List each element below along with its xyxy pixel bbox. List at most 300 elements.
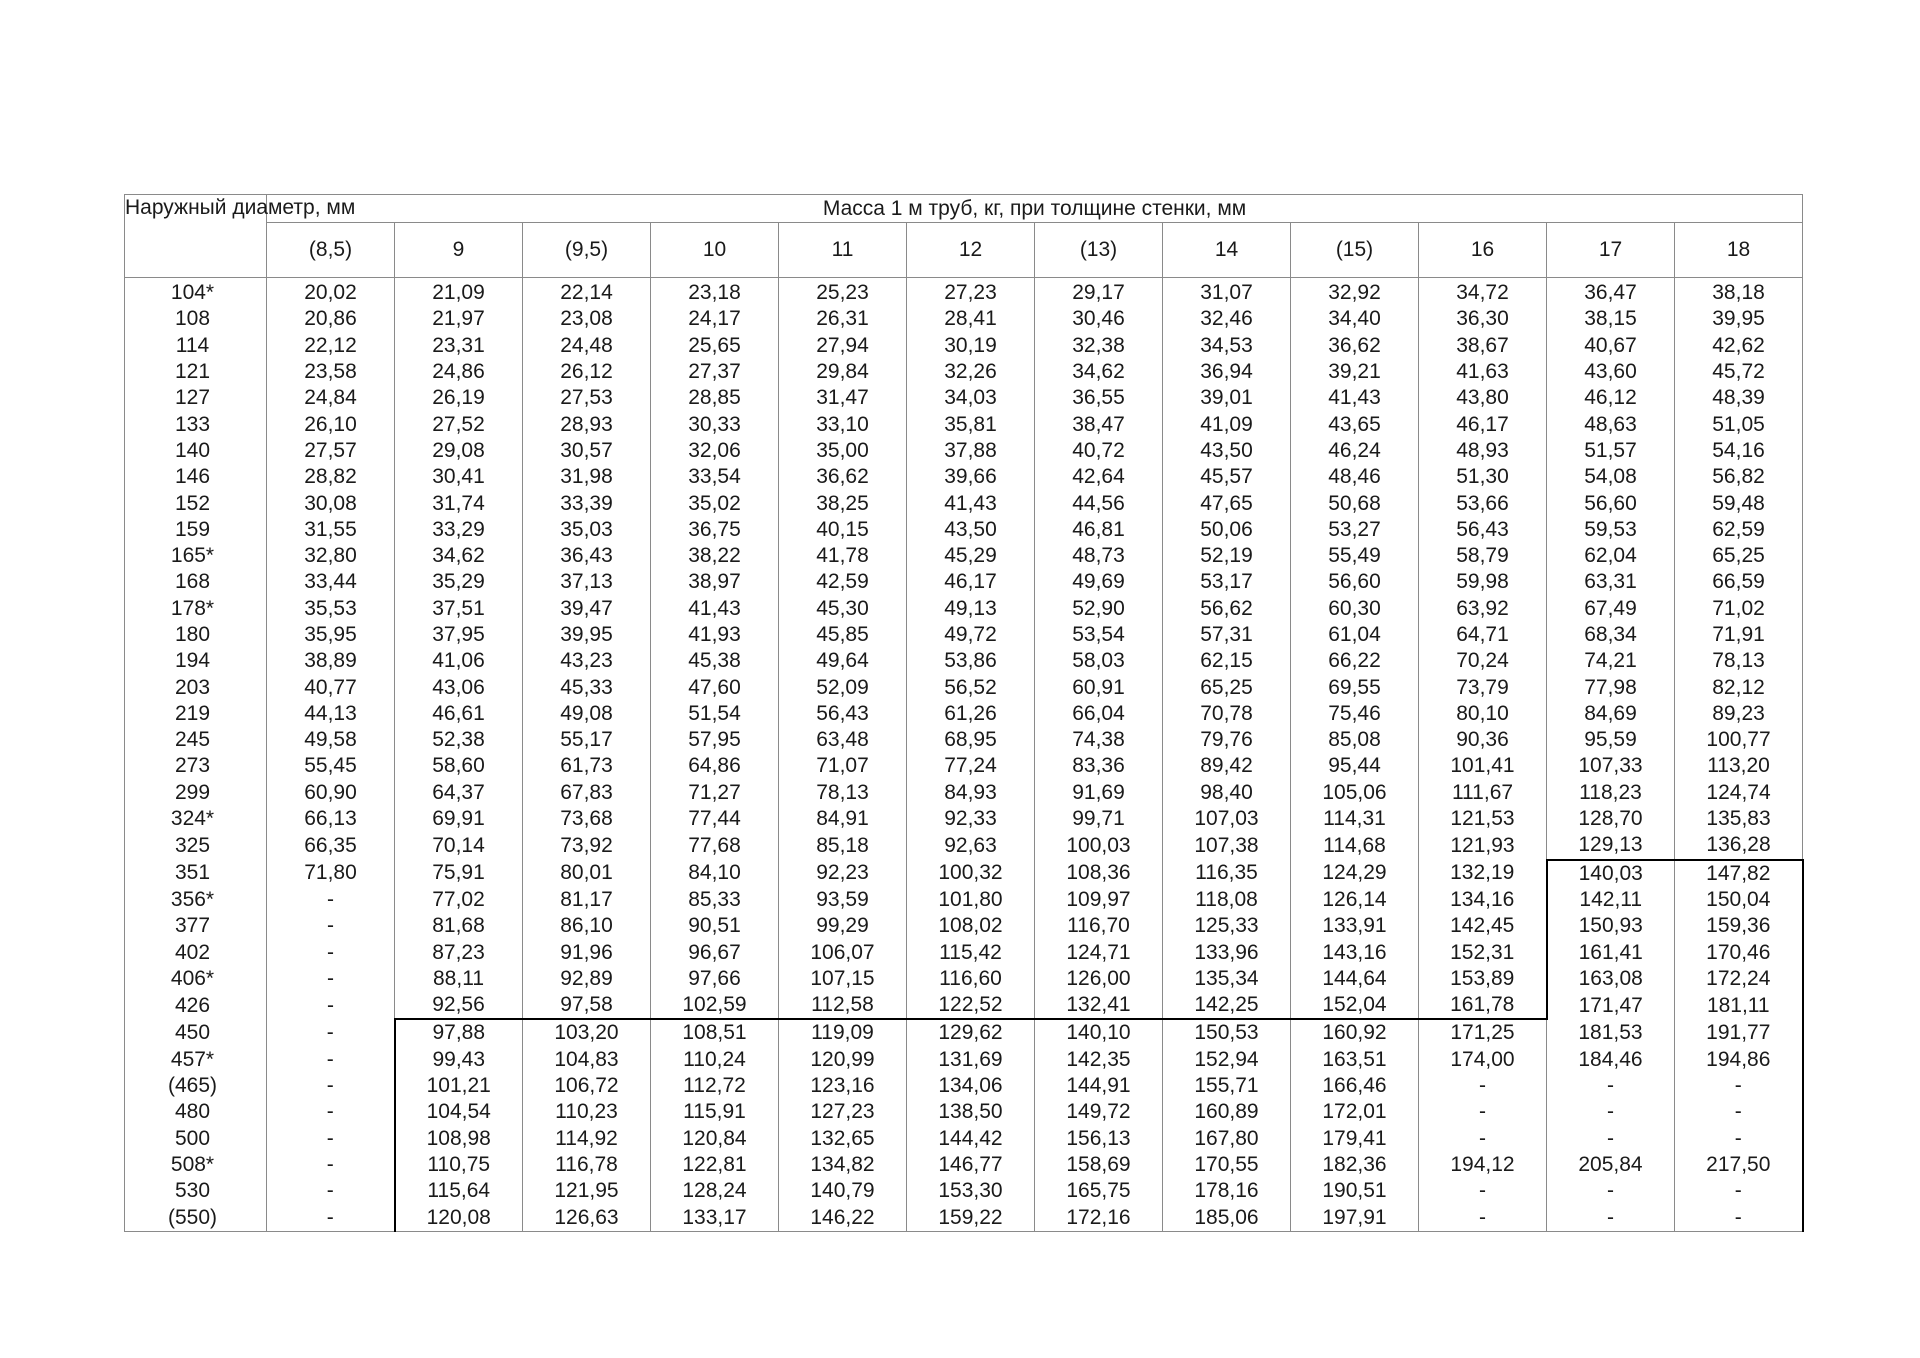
mass-cell: 110,24	[651, 1047, 779, 1073]
mass-cell: 108,51	[651, 1019, 779, 1046]
mass-cell: 71,91	[1675, 622, 1803, 648]
mass-cell: 62,15	[1163, 648, 1291, 674]
mass-cell: 110,75	[395, 1152, 523, 1178]
table-row	[125, 1204, 1803, 1231]
table-row	[125, 913, 1803, 939]
mass-cell: 39,01	[1163, 385, 1291, 411]
mass-cell: 77,24	[907, 753, 1035, 779]
diameter-cell: 133	[125, 411, 267, 437]
mass-cell: -	[1547, 1126, 1675, 1152]
mass-cell: 37,88	[907, 438, 1035, 464]
mass-cell: 172,16	[1035, 1204, 1163, 1231]
mass-cell: 167,80	[1163, 1126, 1291, 1152]
mass-cell: 22,12	[267, 333, 395, 359]
mass-cell: 107,38	[1163, 832, 1291, 859]
mass-cell: 25,65	[651, 333, 779, 359]
mass-cell: 53,17	[1163, 569, 1291, 595]
mass-cell: 135,83	[1675, 806, 1803, 832]
mass-cell: 116,78	[523, 1152, 651, 1178]
mass-cell: 66,59	[1675, 569, 1803, 595]
mass-cell: -	[1419, 1126, 1547, 1152]
mass-cell: 118,08	[1163, 887, 1291, 913]
mass-cell: 92,23	[779, 860, 907, 887]
mass-cell: 90,51	[651, 913, 779, 939]
mass-cell: 36,94	[1163, 359, 1291, 385]
mass-cell: 32,38	[1035, 333, 1163, 359]
mass-cell: 42,62	[1675, 333, 1803, 359]
mass-cell: 48,46	[1291, 464, 1419, 490]
table-row	[125, 674, 1803, 700]
mass-cell: 150,53	[1163, 1019, 1291, 1046]
diameter-cell: 168	[125, 569, 267, 595]
mass-cell: 132,41	[1035, 992, 1163, 1019]
mass-cell: -	[1419, 1073, 1547, 1099]
mass-cell: 35,00	[779, 438, 907, 464]
mass-cell: 48,39	[1675, 385, 1803, 411]
mass-cell: 36,55	[1035, 385, 1163, 411]
mass-cell: 23,18	[651, 278, 779, 307]
mass-cell: 146,77	[907, 1152, 1035, 1178]
mass-cell: -	[1419, 1178, 1547, 1204]
mass-cell: 56,82	[1675, 464, 1803, 490]
mass-cell: 36,62	[779, 464, 907, 490]
diameter-cell: 351	[125, 860, 267, 887]
mass-cell: 118,23	[1547, 780, 1675, 806]
mass-cell: 197,91	[1291, 1204, 1419, 1231]
mass-cell: 161,78	[1419, 992, 1547, 1019]
mass-cell: 179,41	[1291, 1126, 1419, 1152]
diameter-cell: 273	[125, 753, 267, 779]
mass-cell: 63,31	[1547, 569, 1675, 595]
diameter-cell: 450	[125, 1019, 267, 1046]
thickness-header-cell: 18	[1675, 223, 1803, 278]
mass-cell: 56,52	[907, 674, 1035, 700]
mass-cell: 28,85	[651, 385, 779, 411]
table-row	[125, 278, 1803, 307]
mass-cell: 101,41	[1419, 753, 1547, 779]
mass-cell: 87,23	[395, 939, 523, 965]
mass-cell: 114,31	[1291, 806, 1419, 832]
mass-cell: 86,10	[523, 913, 651, 939]
mass-cell: 27,52	[395, 411, 523, 437]
mass-cell: 111,67	[1419, 780, 1547, 806]
mass-cell: 39,95	[523, 622, 651, 648]
mass-cell: 70,14	[395, 832, 523, 859]
mass-cell: 63,48	[779, 727, 907, 753]
mass-cell: 22,14	[523, 278, 651, 307]
mass-cell: 126,14	[1291, 887, 1419, 913]
mass-cell: 35,02	[651, 490, 779, 516]
mass-cell: 54,08	[1547, 464, 1675, 490]
diameter-cell: 500	[125, 1126, 267, 1152]
mass-cell: 58,60	[395, 753, 523, 779]
table-row	[125, 385, 1803, 411]
mass-cell: 120,08	[395, 1204, 523, 1231]
mass-cell: 146,22	[779, 1204, 907, 1231]
mass-cell: 34,03	[907, 385, 1035, 411]
mass-cell: 36,43	[523, 543, 651, 569]
mass-cell: 172,24	[1675, 966, 1803, 992]
table-row	[125, 622, 1803, 648]
mass-header: Масса 1 м труб, кг, при толщине стенки, мм	[267, 195, 1803, 223]
table-body	[125, 278, 1803, 1232]
thickness-header-cell: (15)	[1291, 223, 1419, 278]
mass-cell: 55,17	[523, 727, 651, 753]
mass-cell: 30,33	[651, 411, 779, 437]
mass-cell: 66,13	[267, 806, 395, 832]
diameter-cell: 508*	[125, 1152, 267, 1178]
mass-cell: 84,91	[779, 806, 907, 832]
mass-cell: 160,92	[1291, 1019, 1419, 1046]
thickness-header-cell: (13)	[1035, 223, 1163, 278]
mass-cell: 27,53	[523, 385, 651, 411]
mass-cell: 46,81	[1035, 517, 1163, 543]
mass-cell: 115,91	[651, 1099, 779, 1125]
mass-cell: 39,47	[523, 596, 651, 622]
mass-cell: 47,65	[1163, 490, 1291, 516]
mass-cell: 37,51	[395, 596, 523, 622]
mass-cell: 77,68	[651, 832, 779, 859]
mass-cell: 120,99	[779, 1047, 907, 1073]
table-row	[125, 727, 1803, 753]
mass-cell: 30,57	[523, 438, 651, 464]
table-row	[125, 490, 1803, 516]
diameter-cell: 426	[125, 992, 267, 1019]
diameter-cell: 324*	[125, 806, 267, 832]
mass-cell: 163,08	[1547, 966, 1675, 992]
mass-cell: 47,60	[651, 674, 779, 700]
mass-cell: 41,43	[907, 490, 1035, 516]
mass-cell: 48,73	[1035, 543, 1163, 569]
mass-cell: 58,79	[1419, 543, 1547, 569]
mass-cell: 194,86	[1675, 1047, 1803, 1073]
mass-cell: 123,16	[779, 1073, 907, 1099]
mass-cell: 35,81	[907, 411, 1035, 437]
mass-cell: 88,11	[395, 966, 523, 992]
diameter-cell: 127	[125, 385, 267, 411]
mass-cell: 92,89	[523, 966, 651, 992]
mass-cell: 127,23	[779, 1099, 907, 1125]
table-row	[125, 780, 1803, 806]
mass-cell: 124,71	[1035, 939, 1163, 965]
table-row	[125, 648, 1803, 674]
mass-cell: -	[267, 1047, 395, 1073]
table-row	[125, 1073, 1803, 1099]
mass-cell: 51,30	[1419, 464, 1547, 490]
thickness-header-cell: 16	[1419, 223, 1547, 278]
mass-cell: 67,83	[523, 780, 651, 806]
mass-cell: -	[267, 1099, 395, 1125]
mass-cell: 49,58	[267, 727, 395, 753]
mass-cell: 44,13	[267, 701, 395, 727]
mass-cell: 132,19	[1419, 860, 1547, 887]
mass-cell: 113,20	[1675, 753, 1803, 779]
mass-cell: 34,62	[1035, 359, 1163, 385]
mass-cell: 59,48	[1675, 490, 1803, 516]
mass-cell: 77,02	[395, 887, 523, 913]
diameter-cell: 146	[125, 464, 267, 490]
mass-cell: 46,17	[907, 569, 1035, 595]
mass-cell: 41,43	[1291, 385, 1419, 411]
mass-cell: -	[267, 1152, 395, 1178]
mass-cell: 205,84	[1547, 1152, 1675, 1178]
mass-cell: 101,80	[907, 887, 1035, 913]
mass-cell: 48,93	[1419, 438, 1547, 464]
mass-cell: 60,90	[267, 780, 395, 806]
mass-cell: 45,38	[651, 648, 779, 674]
mass-cell: 27,57	[267, 438, 395, 464]
mass-cell: 38,67	[1419, 333, 1547, 359]
mass-cell: 172,01	[1291, 1099, 1419, 1125]
mass-cell: 80,10	[1419, 701, 1547, 727]
mass-cell: 56,60	[1291, 569, 1419, 595]
mass-cell: 75,46	[1291, 701, 1419, 727]
mass-cell: 26,10	[267, 411, 395, 437]
mass-cell: 45,33	[523, 674, 651, 700]
mass-cell: 89,23	[1675, 701, 1803, 727]
table-row	[125, 596, 1803, 622]
mass-cell: 144,64	[1291, 966, 1419, 992]
mass-cell: 84,10	[651, 860, 779, 887]
mass-cell: 32,80	[267, 543, 395, 569]
table-row	[125, 1047, 1803, 1073]
mass-cell: 50,06	[1163, 517, 1291, 543]
mass-cell: 136,28	[1675, 832, 1803, 859]
mass-cell: -	[267, 992, 395, 1019]
mass-cell: 70,24	[1419, 648, 1547, 674]
mass-cell: -	[1675, 1204, 1803, 1231]
mass-cell: 132,65	[779, 1126, 907, 1152]
diameter-cell: 219	[125, 701, 267, 727]
thickness-header-cell: 9	[395, 223, 523, 278]
mass-cell: 27,37	[651, 359, 779, 385]
diameter-cell: 203	[125, 674, 267, 700]
thickness-header-cell: 14	[1163, 223, 1291, 278]
table-row	[125, 753, 1803, 779]
mass-cell: 21,97	[395, 306, 523, 332]
mass-cell: 121,53	[1419, 806, 1547, 832]
mass-cell: 73,68	[523, 806, 651, 832]
mass-cell: 71,07	[779, 753, 907, 779]
mass-cell: 159,36	[1675, 913, 1803, 939]
mass-cell: 32,92	[1291, 278, 1419, 307]
mass-cell: 56,62	[1163, 596, 1291, 622]
mass-cell: 29,17	[1035, 278, 1163, 307]
mass-cell: -	[267, 1019, 395, 1046]
mass-cell: 100,77	[1675, 727, 1803, 753]
mass-cell: 31,07	[1163, 278, 1291, 307]
table-row	[125, 832, 1803, 859]
diameter-cell: 152	[125, 490, 267, 516]
mass-cell: 108,36	[1035, 860, 1163, 887]
diameter-cell: 406*	[125, 966, 267, 992]
mass-cell: -	[267, 966, 395, 992]
mass-cell: 89,42	[1163, 753, 1291, 779]
mass-cell: 122,52	[907, 992, 1035, 1019]
mass-cell: 43,06	[395, 674, 523, 700]
table-row	[125, 1178, 1803, 1204]
mass-cell: 24,48	[523, 333, 651, 359]
mass-cell: 108,02	[907, 913, 1035, 939]
mass-cell: 156,13	[1035, 1126, 1163, 1152]
mass-cell: 142,45	[1419, 913, 1547, 939]
mass-cell: 38,18	[1675, 278, 1803, 307]
mass-cell: -	[267, 913, 395, 939]
table-row	[125, 306, 1803, 332]
mass-cell: 91,69	[1035, 780, 1163, 806]
mass-cell: 217,50	[1675, 1152, 1803, 1178]
mass-cell: 29,08	[395, 438, 523, 464]
mass-cell: 59,53	[1547, 517, 1675, 543]
mass-cell: 81,68	[395, 913, 523, 939]
table-row	[125, 860, 1803, 887]
mass-cell: 28,41	[907, 306, 1035, 332]
mass-cell: 33,44	[267, 569, 395, 595]
mass-cell: 36,30	[1419, 306, 1547, 332]
mass-cell: 56,60	[1547, 490, 1675, 516]
mass-cell: 37,13	[523, 569, 651, 595]
mass-cell: 23,08	[523, 306, 651, 332]
mass-cell: 32,46	[1163, 306, 1291, 332]
mass-cell: 48,63	[1547, 411, 1675, 437]
mass-cell: 52,38	[395, 727, 523, 753]
table-row	[125, 1099, 1803, 1125]
mass-cell: 92,33	[907, 806, 1035, 832]
mass-cell: 84,69	[1547, 701, 1675, 727]
diameter-cell: 121	[125, 359, 267, 385]
mass-cell: -	[267, 887, 395, 913]
mass-cell: 181,53	[1547, 1019, 1675, 1046]
mass-cell: 100,32	[907, 860, 1035, 887]
diameter-cell: 356*	[125, 887, 267, 913]
diameter-cell: 457*	[125, 1047, 267, 1073]
mass-cell: -	[1547, 1099, 1675, 1125]
mass-cell: 78,13	[779, 780, 907, 806]
mass-cell: 100,03	[1035, 832, 1163, 859]
mass-cell: 106,07	[779, 939, 907, 965]
mass-cell: 153,89	[1419, 966, 1547, 992]
mass-cell: 93,59	[779, 887, 907, 913]
mass-cell: 116,70	[1035, 913, 1163, 939]
mass-cell: 34,62	[395, 543, 523, 569]
diameter-cell: 377	[125, 913, 267, 939]
mass-cell: 140,10	[1035, 1019, 1163, 1046]
mass-cell: 134,82	[779, 1152, 907, 1178]
mass-cell: 152,04	[1291, 992, 1419, 1019]
diameter-cell: 245	[125, 727, 267, 753]
mass-cell: 108,98	[395, 1126, 523, 1152]
mass-cell: 110,23	[523, 1099, 651, 1125]
mass-cell: 35,53	[267, 596, 395, 622]
mass-cell: 138,50	[907, 1099, 1035, 1125]
mass-cell: 61,73	[523, 753, 651, 779]
mass-cell: 29,84	[779, 359, 907, 385]
mass-cell: 80,01	[523, 860, 651, 887]
mass-cell: -	[1675, 1178, 1803, 1204]
mass-cell: 65,25	[1675, 543, 1803, 569]
mass-cell: 49,69	[1035, 569, 1163, 595]
mass-cell: 126,00	[1035, 966, 1163, 992]
mass-cell: 26,12	[523, 359, 651, 385]
mass-cell: 36,62	[1291, 333, 1419, 359]
mass-cell: 106,72	[523, 1073, 651, 1099]
mass-cell: -	[1547, 1204, 1675, 1231]
mass-cell: 40,15	[779, 517, 907, 543]
diameter-cell: 108	[125, 306, 267, 332]
mass-cell: 124,74	[1675, 780, 1803, 806]
mass-cell: 51,57	[1547, 438, 1675, 464]
mass-cell: 134,16	[1419, 887, 1547, 913]
mass-cell: -	[1675, 1099, 1803, 1125]
thickness-header-cell: (9,5)	[523, 223, 651, 278]
mass-cell: 38,89	[267, 648, 395, 674]
mass-cell: 43,60	[1547, 359, 1675, 385]
mass-cell: 50,68	[1291, 490, 1419, 516]
mass-cell: 98,40	[1163, 780, 1291, 806]
table-row	[125, 966, 1803, 992]
mass-cell: 165,75	[1035, 1178, 1163, 1204]
mass-cell: 38,25	[779, 490, 907, 516]
mass-cell: 61,04	[1291, 622, 1419, 648]
diameter-cell: 194	[125, 648, 267, 674]
mass-cell: 57,31	[1163, 622, 1291, 648]
mass-cell: 63,92	[1419, 596, 1547, 622]
mass-cell: 161,41	[1547, 939, 1675, 965]
mass-cell: 40,72	[1035, 438, 1163, 464]
mass-cell: 120,84	[651, 1126, 779, 1152]
mass-cell: 153,30	[907, 1178, 1035, 1204]
mass-cell: 21,09	[395, 278, 523, 307]
thickness-header-row	[125, 223, 1803, 278]
table-row	[125, 939, 1803, 965]
mass-cell: 41,43	[651, 596, 779, 622]
mass-cell: 171,47	[1547, 992, 1675, 1019]
mass-cell: 26,31	[779, 306, 907, 332]
mass-cell: 95,59	[1547, 727, 1675, 753]
mass-cell: -	[1419, 1099, 1547, 1125]
mass-cell: 121,93	[1419, 832, 1547, 859]
mass-cell: 28,82	[267, 464, 395, 490]
mass-cell: 77,44	[651, 806, 779, 832]
mass-cell: 119,09	[779, 1019, 907, 1046]
diameter-cell: 180	[125, 622, 267, 648]
table-row	[125, 517, 1803, 543]
mass-cell: 34,72	[1419, 278, 1547, 307]
mass-cell: 45,85	[779, 622, 907, 648]
diameter-cell: 140	[125, 438, 267, 464]
mass-cell: 129,13	[1547, 832, 1675, 859]
mass-cell: 144,91	[1035, 1073, 1163, 1099]
diameter-cell: 480	[125, 1099, 267, 1125]
mass-cell: 68,95	[907, 727, 1035, 753]
mass-cell: 33,54	[651, 464, 779, 490]
mass-cell: 31,98	[523, 464, 651, 490]
mass-cell: 49,64	[779, 648, 907, 674]
mass-cell: 85,33	[651, 887, 779, 913]
mass-cell: 45,57	[1163, 464, 1291, 490]
mass-cell: 107,33	[1547, 753, 1675, 779]
mass-cell: 69,55	[1291, 674, 1419, 700]
mass-cell: 35,03	[523, 517, 651, 543]
mass-cell: 163,51	[1291, 1047, 1419, 1073]
table-row	[125, 411, 1803, 437]
mass-cell: 74,21	[1547, 648, 1675, 674]
mass-cell: 103,20	[523, 1019, 651, 1046]
mass-cell: 33,10	[779, 411, 907, 437]
mass-cell: 105,06	[1291, 780, 1419, 806]
mass-cell: 101,21	[395, 1073, 523, 1099]
diameter-cell: (465)	[125, 1073, 267, 1099]
